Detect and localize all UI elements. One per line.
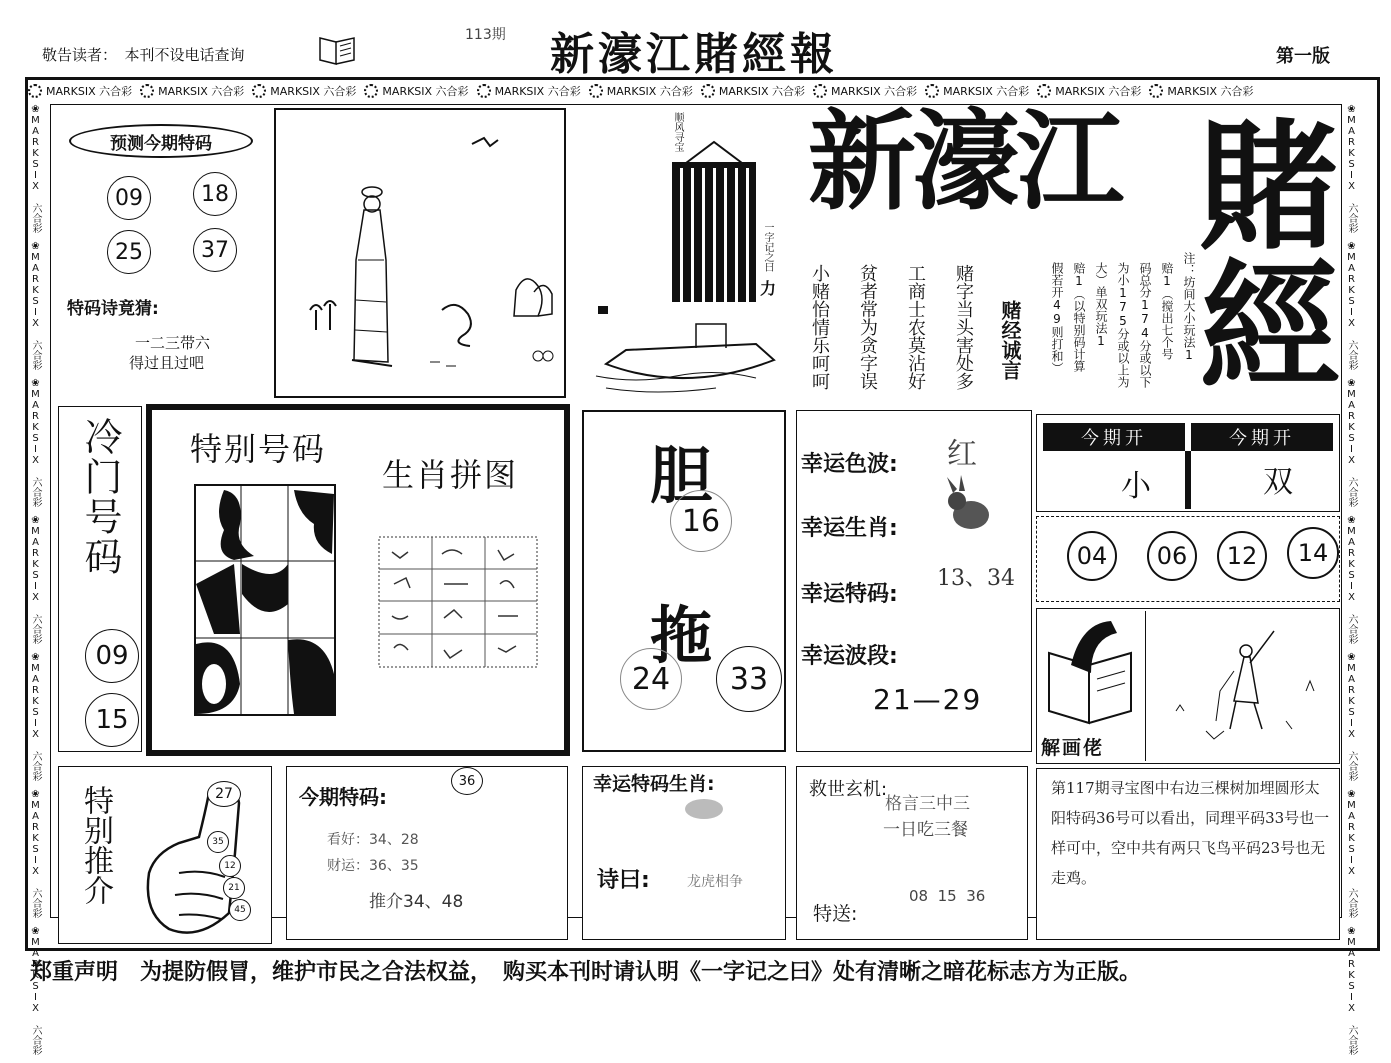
predict-number: 25 <box>107 230 151 274</box>
banner-item: ❀MARKSIX 六合彩 <box>1346 652 1357 781</box>
lucky-number-label: 幸运特码: <box>801 582 898 607</box>
banner-item: ❀MARKSIX 六合彩 <box>1346 789 1357 918</box>
open-number: 06 <box>1147 531 1197 581</box>
special-puzzle-panel <box>146 404 570 756</box>
recommend-number: 27 <box>207 781 241 807</box>
top-banner <box>28 83 1378 103</box>
banner-item: MARKSIX 六合彩 <box>589 83 693 99</box>
special-send-label: 特送: <box>813 903 858 925</box>
rescue-line: 格言三中三 <box>885 794 970 814</box>
book-icon <box>318 34 356 66</box>
thumbs-up-icon <box>139 773 269 941</box>
puzzle-grid <box>194 484 336 716</box>
lucky-color-value: 红 <box>947 437 977 472</box>
page-title: 新濠江賭經報 <box>550 29 838 80</box>
banner-item: MARKSIX 六合彩 <box>1037 83 1141 99</box>
predict-panel <box>55 108 267 400</box>
predict-number: 18 <box>193 172 237 216</box>
admonition-col: 工商士农莫沾好 <box>905 264 926 390</box>
rescue-panel <box>796 766 1028 940</box>
seal-power: 力 <box>760 279 777 298</box>
right-banner <box>1344 104 1368 1055</box>
banner-item: ❀MARKSIX 六合彩 <box>30 652 41 781</box>
open-number: 14 <box>1287 527 1339 579</box>
open-value-parity: 双 <box>1263 465 1293 500</box>
jiehua-picture <box>1145 611 1337 761</box>
gall-number: 16 <box>670 490 732 552</box>
banner-item: MARKSIX 六合彩 <box>477 83 581 99</box>
banner-item: ❀MARKSIX 六合彩 <box>30 789 41 918</box>
logo-big-char: 經 <box>1200 246 1341 410</box>
admonition-col: 小赌怡情乐呵呵 <box>809 264 830 390</box>
boat-illustration <box>596 304 786 400</box>
banner-item: ❀MARKSIX 六合彩 <box>30 515 41 644</box>
cold-number: 15 <box>85 693 139 747</box>
admonition-col: 赌字当头害处多 <box>953 264 974 390</box>
poem-label: 诗曰: <box>597 868 650 893</box>
zodiac-smudge <box>685 799 723 819</box>
banner-item: ❀MARKSIX 六合彩 <box>1346 378 1357 507</box>
zodiac-grid <box>378 536 538 668</box>
banner-item: ❀MARKSIX 六合彩 <box>30 926 41 1055</box>
seal-top: 顺风寻宝 <box>672 112 683 152</box>
special-title: 特别号码 <box>190 430 327 468</box>
banner-item: ❀MARKSIX 六合彩 <box>30 378 41 507</box>
lucky-range-value: 21—29 <box>873 683 983 716</box>
poem-line: 得过且过吧 <box>129 354 205 372</box>
footer-statement: 郑重声明 为提防假冒，维护市民之合法权益， 购买本刊时请认明《一字记之曰》处有清晰之暗花标志方为正版。 <box>30 960 1142 985</box>
open-number: 04 <box>1067 531 1117 581</box>
lucky-zodiac-label: 幸运生肖: <box>801 516 898 541</box>
recommend-number: 35 <box>207 831 229 853</box>
banner-item: ❀MARKSIX 六合彩 <box>1346 241 1357 370</box>
cold-title: 冷门号码 <box>78 417 122 577</box>
seal-area <box>590 104 790 404</box>
seal-side-text: 一字记之曰 <box>762 222 773 272</box>
banner-item: MARKSIX 六合彩 <box>140 83 244 99</box>
gall-panel <box>582 410 786 752</box>
banner-item: MARKSIX 六合彩 <box>364 83 468 99</box>
explain-text: 第117期寻宝图中右边三棵树加埋圆形太阳特码36号可以看出，同理平码33号也一样可中，空中共有两只飞鸟平码23号也无走鸡。 <box>1051 779 1330 887</box>
today-special-panel <box>286 766 568 940</box>
lucky-panel <box>796 410 1032 752</box>
banner-item: ❀MARKSIX 六合彩 <box>1346 104 1357 233</box>
note-col: 赔1（搅出七个号 <box>1160 262 1174 360</box>
zodiac-label: 幸运特码生肖: <box>593 773 715 795</box>
seal-roof <box>682 142 746 166</box>
special-send-value: 08 15 36 <box>909 887 986 905</box>
reader-notice: 敬告读者： 本刊不设电话查询 <box>42 46 245 64</box>
fisher-illustration <box>1146 611 1336 759</box>
lucky-color-label: 幸运色波: <box>801 452 898 477</box>
rules-note <box>1036 252 1198 404</box>
predict-number: 37 <box>193 228 237 272</box>
drag-number: 24 <box>620 648 682 710</box>
rabbit-icon <box>939 475 999 533</box>
banner-item: MARKSIX 六合彩 <box>925 83 1029 99</box>
logo-title: 新濠江 <box>808 99 1121 225</box>
recommend-number: 21 <box>223 877 245 899</box>
open-value-size: 小 <box>1121 469 1151 504</box>
banner-item: MARKSIX 六合彩 <box>1149 83 1253 99</box>
open-label: 今期开 <box>1043 423 1185 451</box>
recommend-title: 特别推介 <box>78 785 113 905</box>
poem-value: 龙虎相争 <box>687 874 743 890</box>
jiehua-label: 解画佬 <box>1041 737 1105 759</box>
puzzle-title: 生肖拼图 <box>382 456 519 494</box>
admonition-title: 赌经诚言 <box>998 300 1022 380</box>
banner-item: ❀MARKSIX 六合彩 <box>30 241 41 370</box>
open-panel <box>1036 414 1340 512</box>
rescue-label: 救世玄机: <box>809 779 888 800</box>
rescue-line: 一日吃三餐 <box>883 820 968 840</box>
predict-number: 09 <box>107 176 151 220</box>
scholar-illustration <box>276 110 564 396</box>
note-col: 大）单双玩法1 <box>1094 262 1108 348</box>
jiehua-panel <box>1036 608 1340 764</box>
edition-label: 第一版 <box>1276 46 1330 67</box>
banner-item: MARKSIX 六合彩 <box>701 83 805 99</box>
logo-big-char: 賭 <box>1198 106 1339 270</box>
banner-item: MARKSIX 六合彩 <box>813 83 917 99</box>
open-label: 今期开 <box>1191 423 1333 451</box>
open-numbers-panel <box>1036 516 1340 602</box>
today-line: 财运：36、35 <box>327 858 419 874</box>
recommend-number: 45 <box>229 899 251 921</box>
issue-number: 113期 <box>465 27 506 43</box>
recommend-panel <box>58 766 272 944</box>
today-label: 今期特码: <box>299 785 387 809</box>
open-divider <box>1185 451 1191 509</box>
note-col: 注：坊间大小玩法1 <box>1182 252 1196 362</box>
open-number: 12 <box>1217 531 1267 581</box>
banner-item: MARKSIX 六合彩 <box>252 83 356 99</box>
book-hand-icon <box>1041 613 1137 725</box>
zodiac-poem-panel <box>582 766 786 940</box>
cold-numbers-panel <box>58 406 142 752</box>
note-col: 码总分174分或以下 <box>1138 262 1152 388</box>
note-col: 假若开49则打和） <box>1050 262 1064 374</box>
today-badge: 36 <box>451 767 483 795</box>
predict-title: 预测今期特码 <box>69 124 253 158</box>
cold-number: 09 <box>85 629 139 683</box>
today-line: 看好：34、28 <box>327 832 419 848</box>
gall-char: 胆 <box>650 439 713 512</box>
note-col: 赔1（以特别码计算 <box>1072 262 1086 372</box>
recommend-number: 12 <box>219 855 241 877</box>
today-line: 推介34、48 <box>369 892 464 912</box>
seal-block <box>672 162 756 302</box>
left-banner <box>28 104 48 1055</box>
admonition-col: 贫者常为贪字误 <box>857 264 878 390</box>
poem-title: 特码诗竟猜: <box>67 299 159 319</box>
treasure-picture <box>274 108 566 398</box>
drag-number: 33 <box>716 646 782 712</box>
banner-item: ❀MARKSIX 六合彩 <box>1346 515 1357 644</box>
lucky-number-value: 13、34 <box>937 566 1015 591</box>
banner-item: ❀MARKSIX 六合彩 <box>1346 926 1357 1055</box>
banner-item: ❀MARKSIX 六合彩 <box>30 104 41 233</box>
banner-item: MARKSIX 六合彩 <box>28 83 132 99</box>
explain-panel <box>1036 768 1340 940</box>
lucky-range-label: 幸运波段: <box>801 644 898 669</box>
note-col: 为小175分或以上为 <box>1116 262 1130 388</box>
drag-char: 拖 <box>650 599 713 672</box>
poem-line: 一二三带六 <box>135 334 211 352</box>
